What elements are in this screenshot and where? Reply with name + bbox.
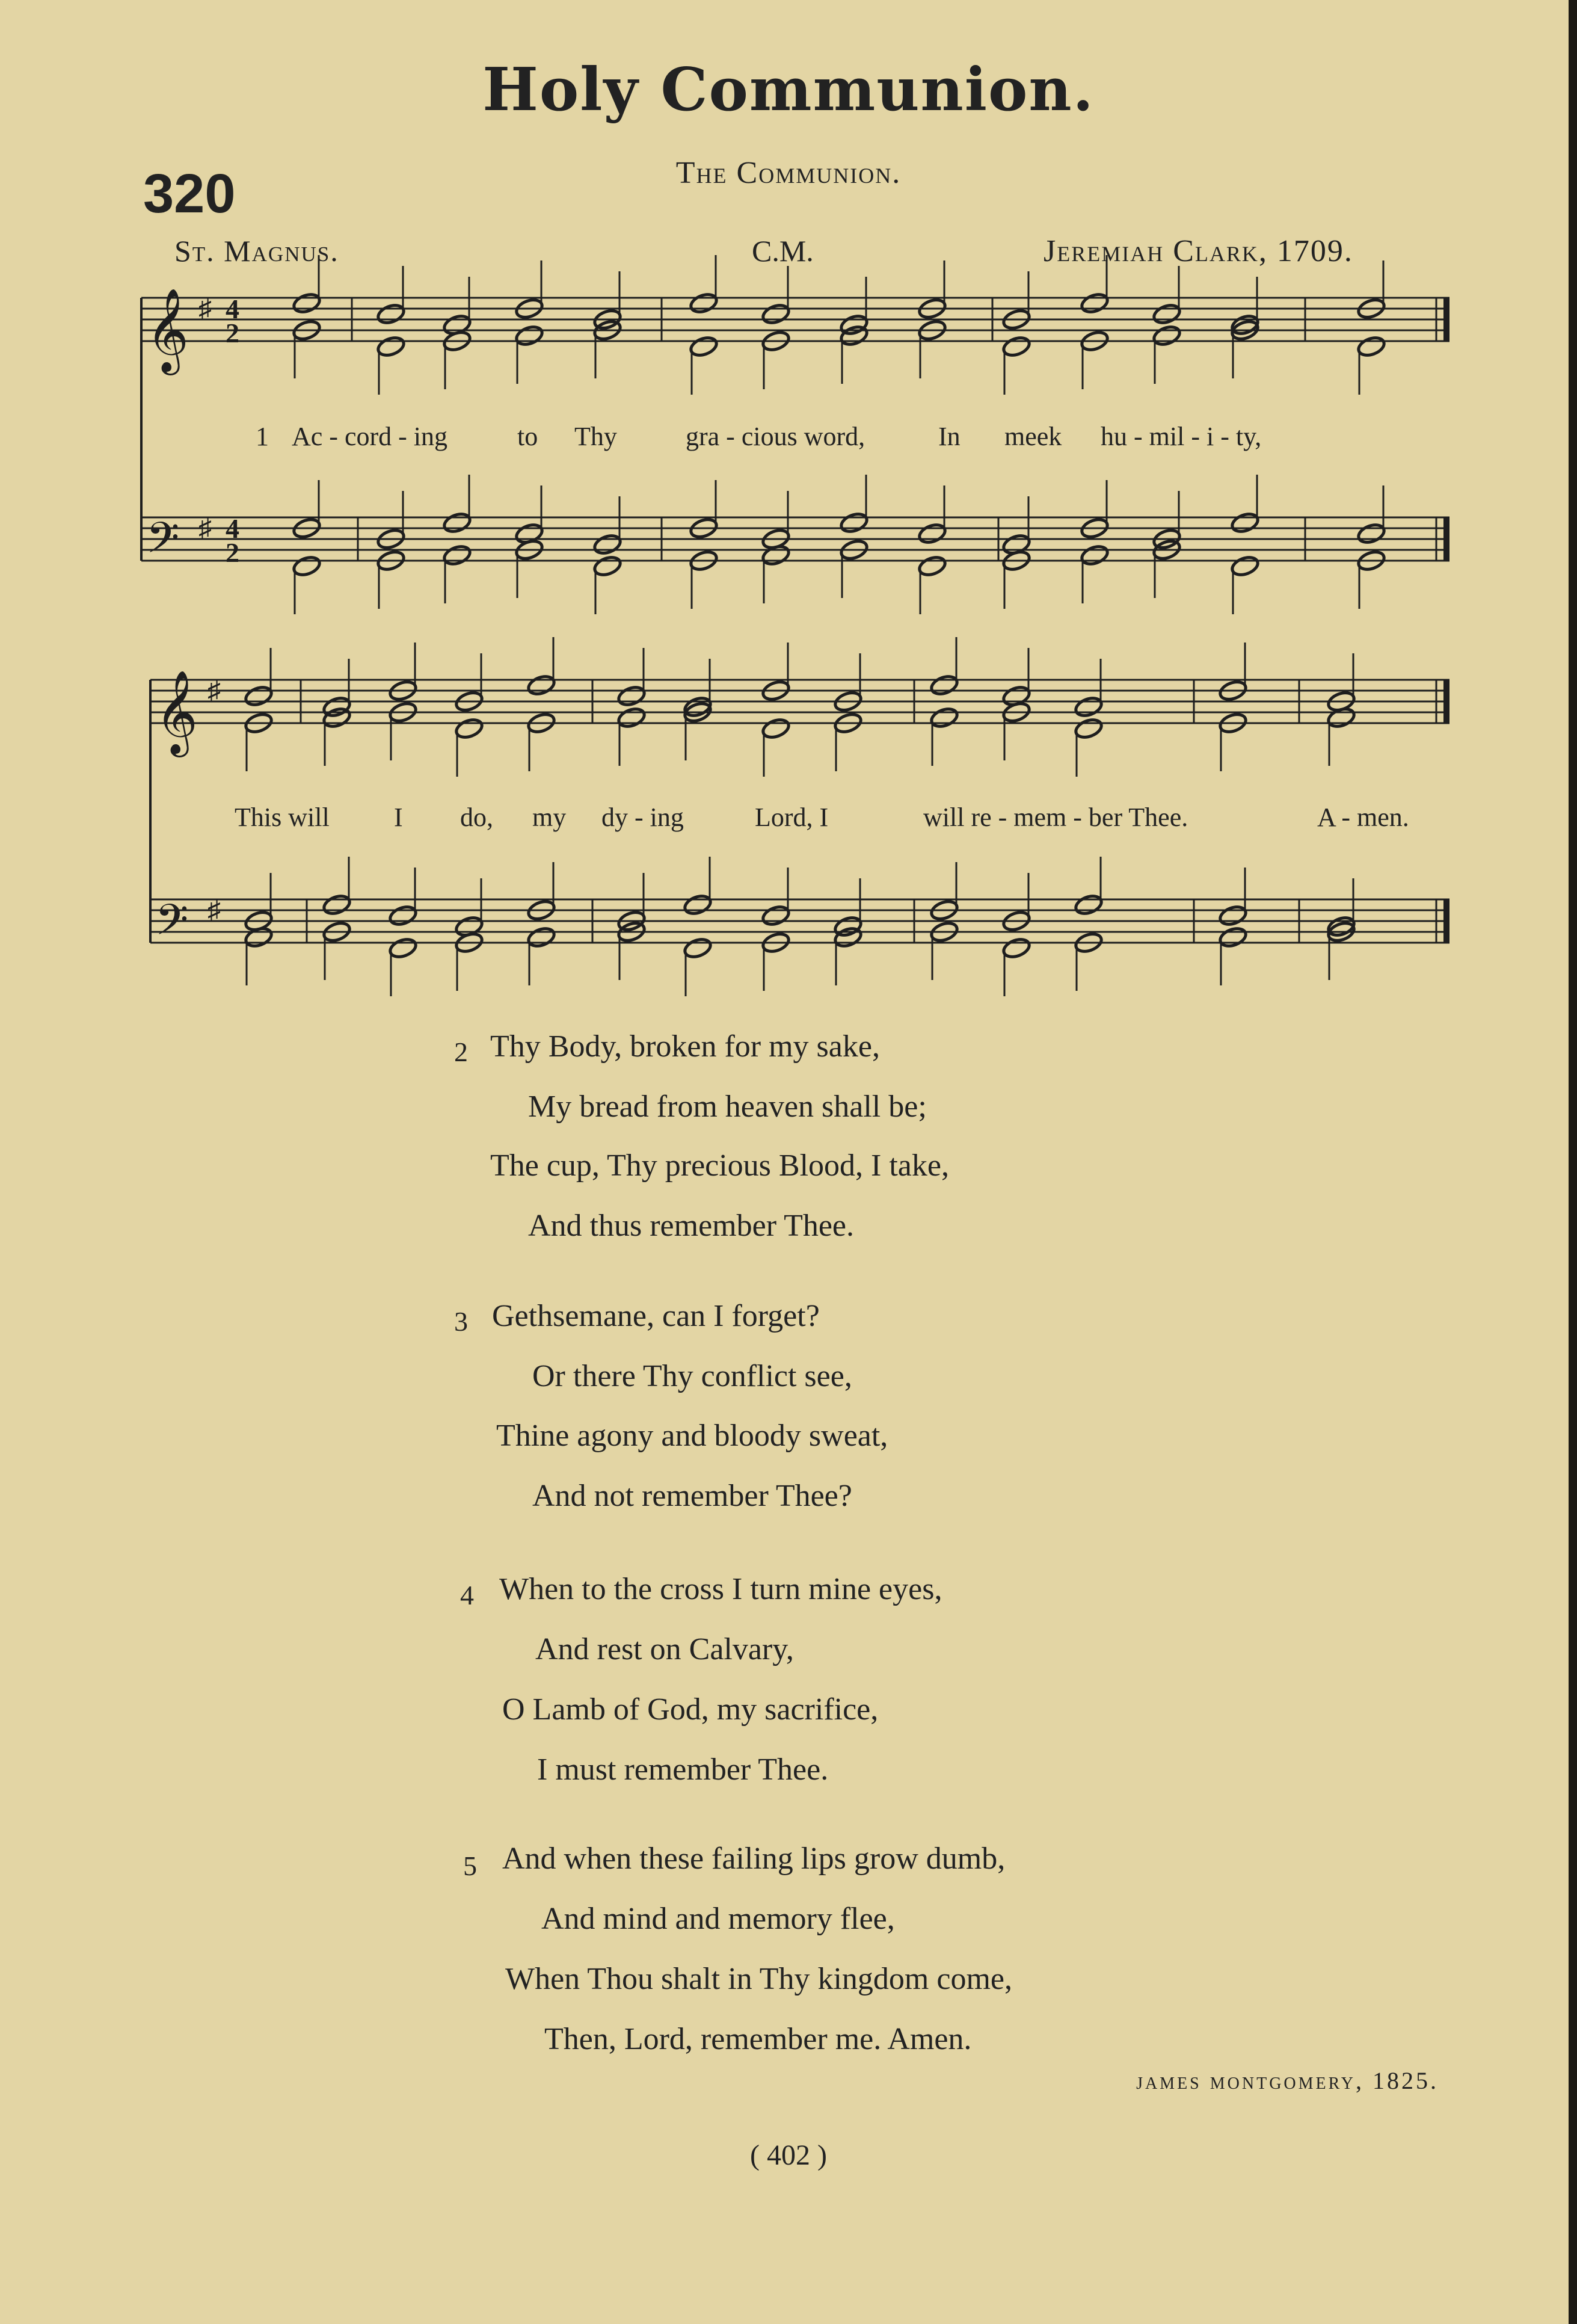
note-head	[442, 543, 472, 567]
note-head	[616, 684, 647, 707]
lyric: will re - mem - ber Thee.	[923, 803, 1188, 832]
note-head	[1356, 334, 1386, 358]
lyric: gra - cious word,	[686, 422, 865, 451]
note-head	[376, 302, 406, 325]
lyric: In	[938, 422, 961, 451]
note-head	[689, 334, 719, 358]
note-head	[592, 554, 622, 578]
key-signature-sharp: ♯	[208, 676, 221, 705]
key-signature-sharp: ♯	[198, 513, 212, 543]
note-head	[1074, 695, 1104, 718]
note-head	[929, 706, 959, 729]
note-head	[929, 673, 959, 697]
tune-name: St. Magnus.	[174, 234, 339, 268]
note-head	[683, 893, 713, 916]
verse-line: And rest on Calvary,	[535, 1632, 794, 1666]
lyric: I	[394, 803, 403, 832]
note-head	[1230, 554, 1260, 578]
note-head	[592, 532, 622, 556]
note-head	[1080, 291, 1110, 315]
note-head	[514, 324, 544, 347]
note-head	[689, 291, 719, 315]
note-head	[454, 717, 484, 740]
note-head	[292, 554, 322, 578]
bass-clef: 𝄢	[146, 513, 180, 573]
note-head	[1001, 936, 1031, 960]
note-head	[526, 925, 556, 949]
treble-clef: 𝄞	[155, 670, 198, 754]
music-score	[0, 0, 1577, 1023]
verse-line: The cup, Thy precious Blood, I take,	[490, 1148, 949, 1183]
note-head	[761, 302, 791, 325]
verse-line: And not remember Thee?	[532, 1479, 852, 1513]
verse-line: Thy Body, broken for my sake,	[490, 1029, 880, 1064]
verse-line: When Thou shalt in Thy kingdom come,	[505, 1962, 1012, 1996]
lyric: hu - mil - i - ty,	[1101, 422, 1262, 451]
final-bar	[1443, 899, 1449, 943]
note-head	[388, 904, 418, 927]
author-credit: james montgomery, 1825.	[1136, 2067, 1439, 2094]
note-head	[322, 706, 352, 729]
lyric: Thy	[574, 422, 617, 451]
note-head	[1074, 893, 1104, 916]
final-bar	[1443, 298, 1449, 341]
lyric: A - men.	[1317, 803, 1409, 832]
verse-line: O Lamb of God, my sacrifice,	[502, 1692, 879, 1727]
lyric: dy - ing	[601, 803, 684, 832]
note-head	[1218, 904, 1248, 927]
lyric-verse-number: 1	[256, 422, 269, 451]
lyric: my	[532, 803, 567, 832]
note-head	[683, 936, 713, 960]
verse-line: Or there Thy conflict see,	[532, 1359, 852, 1393]
lyric: do,	[460, 803, 493, 832]
verse-line: When to the cross I turn mine eyes,	[499, 1572, 942, 1606]
verse-line: And mind and memory flee,	[541, 1902, 895, 1936]
verse-number: 4	[460, 1580, 474, 1610]
lyric: This will	[235, 803, 330, 832]
note-head	[376, 334, 406, 358]
lyric: Lord, I	[755, 803, 829, 832]
note-head	[1001, 334, 1031, 358]
note-head	[244, 684, 274, 707]
staff-lines	[141, 288, 1449, 955]
note-head	[761, 904, 791, 927]
note-head	[1356, 522, 1386, 545]
lyric: Ac - cord - ing	[292, 422, 448, 451]
note-head	[839, 511, 869, 534]
verse-line: I must remember Thee.	[537, 1752, 829, 1787]
verse-line: And thus remember Thee.	[528, 1209, 854, 1243]
time-signature: 4	[226, 513, 239, 544]
verse-number: 3	[454, 1306, 468, 1337]
verse-line: Gethsemane, can I forget?	[492, 1299, 820, 1333]
note-head	[322, 893, 352, 916]
page-number: ( 402 )	[750, 2139, 827, 2171]
final-bar	[1443, 680, 1449, 723]
hymn-number: 320	[143, 163, 236, 224]
note-head	[292, 291, 322, 315]
composer: Jeremiah Clark, 1709.	[1044, 234, 1353, 268]
note-head	[616, 706, 647, 729]
bass-clef: 𝄢	[155, 895, 189, 955]
verse-line: Then, Lord, remember me. Amen.	[544, 2022, 972, 2056]
verse-number: 5	[463, 1851, 477, 1881]
note-head	[839, 324, 869, 347]
section-title: Holy Communion.	[482, 55, 1095, 125]
verse-line: And when these failing lips grow dumb,	[502, 1842, 1006, 1876]
note-head	[833, 925, 863, 949]
note-heads	[244, 255, 1386, 996]
note-head	[1218, 925, 1248, 949]
time-signature: 2	[226, 537, 239, 568]
verse-number: 2	[454, 1037, 468, 1067]
note-head	[1230, 511, 1260, 534]
note-head	[761, 717, 791, 740]
note-head	[1152, 324, 1182, 347]
meter: C.M.	[752, 234, 814, 268]
lyric: meek	[1004, 422, 1062, 451]
final-bar	[1443, 517, 1449, 561]
note-head	[917, 554, 947, 578]
time-signature: 2	[226, 318, 239, 348]
verse-line: Thine agony and bloody sweat,	[496, 1419, 888, 1453]
key-signature-sharp: ♯	[208, 895, 221, 925]
verse-line: My bread from heaven shall be;	[528, 1090, 927, 1124]
note-head	[1152, 302, 1182, 325]
key-signature-sharp: ♯	[198, 294, 212, 323]
note-head	[388, 936, 418, 960]
treble-clef: 𝄞	[146, 288, 189, 372]
note-head	[442, 511, 472, 534]
note-head	[1080, 543, 1110, 567]
note-head	[1074, 717, 1104, 740]
note-head	[526, 673, 556, 697]
note-head	[917, 522, 947, 545]
hymn-title: The Communion.	[675, 156, 902, 190]
time-signature: 4	[226, 294, 239, 324]
lyric: to	[517, 422, 538, 451]
